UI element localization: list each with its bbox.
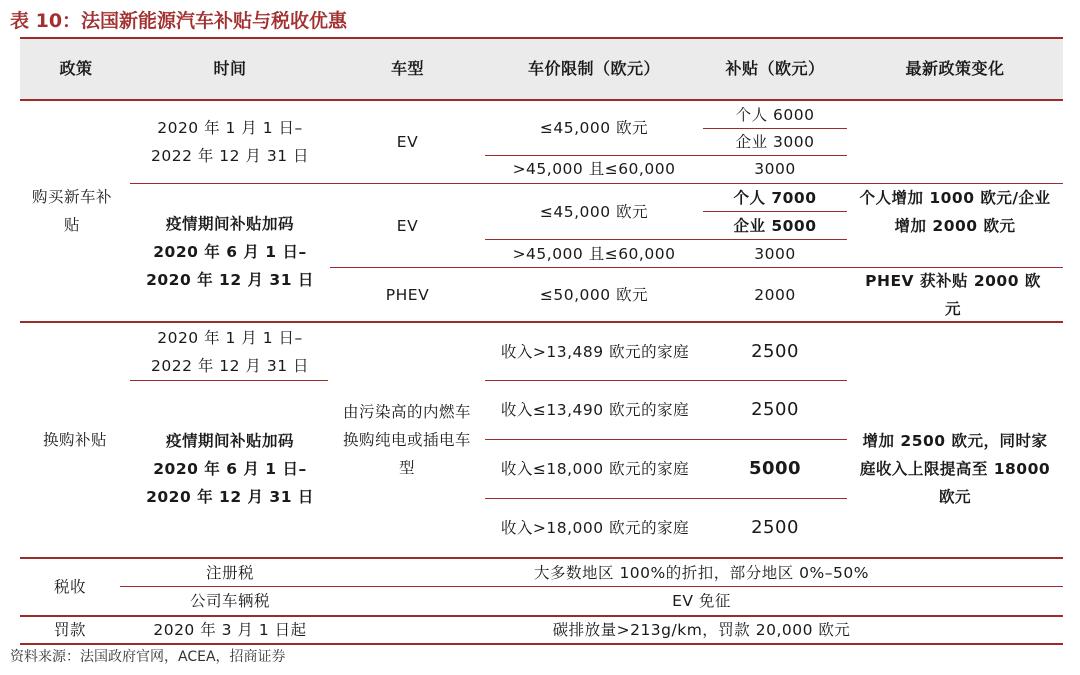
subsidy-cell: 企业 5000 <box>733 216 817 235</box>
policy-exchange: 换购补贴 <box>42 431 107 449</box>
change-cell: PHEV 获补贴 2000 欧元 <box>865 271 1041 318</box>
time-cell: 疫情期间补贴加码 2020 年 6 月 1 日–2020 年 12 月 31 日 <box>146 215 314 289</box>
change-cell: 增加 2500 欧元，同时家庭收入上限提高至 18000 欧元 <box>859 432 1051 506</box>
subsidy-cell: 3000 <box>754 244 796 263</box>
header-price-limit: 车价限制（欧元） <box>527 59 660 78</box>
time-cell: 疫情期间补贴加码 2020 年 6 月 1 日–2020 年 12 月 31 日 <box>146 432 314 506</box>
model-cell: EV <box>396 216 419 235</box>
condition-cell: 收入≤13,490 欧元的家庭 <box>500 401 690 419</box>
model-cell: PHEV <box>385 285 430 304</box>
price-cell: ≤50,000 欧元 <box>539 285 649 304</box>
company-car-tax-label: 公司车辆税 <box>189 592 270 610</box>
subsidy-cell: 个人 6000 <box>735 105 815 124</box>
registration-tax-value: 大多数地区 100%的折扣，部分地区 0%–50% <box>534 563 869 582</box>
company-car-tax-value: EV 免征 <box>672 592 731 610</box>
tax-label: 税收 <box>53 578 86 596</box>
source-note: 资料来源：法国政府官网，ACEA，招商证券 <box>10 649 286 665</box>
header-model: 车型 <box>390 59 424 78</box>
subsidy-cell: 2000 <box>754 285 796 304</box>
subsidy-cell: 5000 <box>748 458 802 479</box>
header-time: 时间 <box>213 59 247 78</box>
subsidy-cell: 3000 <box>754 160 796 178</box>
change-cell: 个人增加 1000 欧元/企业增加 2000 欧元 <box>859 188 1051 235</box>
time-cell: 2020 年 1 月 1 日–2022 年 12 月 31 日 <box>150 119 310 165</box>
condition-cell: 收入>13,489 欧元的家庭 <box>500 342 690 361</box>
header-policy: 政策 <box>59 59 93 78</box>
model-cell: EV <box>396 133 419 151</box>
subsidy-cell: 个人 7000 <box>733 188 817 207</box>
price-cell: ≤45,000 欧元 <box>539 202 649 221</box>
price-cell: ≤45,000 欧元 <box>539 119 649 137</box>
subsidy-cell: 2500 <box>751 517 799 538</box>
subsidy-cell: 2500 <box>751 340 799 362</box>
registration-tax-label: 注册税 <box>205 563 254 582</box>
condition-cell: 收入>18,000 欧元的家庭 <box>500 519 690 537</box>
fine-value: 碳排放量>213g/km，罚款 20,000 欧元 <box>552 621 851 639</box>
table-title: 表 10：法国新能源汽车补贴与税收优惠 <box>10 10 348 32</box>
model-cell: 由污染高的内燃车换购纯电或插电车型 <box>342 403 471 477</box>
condition-cell: 收入≤18,000 欧元的家庭 <box>500 460 690 478</box>
fine-date: 2020 年 3 月 1 日起 <box>153 621 307 639</box>
header-change: 最新政策变化 <box>905 59 1005 78</box>
time-cell: 2020 年 1 月 1 日–2022 年 12 月 31 日 <box>150 328 310 375</box>
subsidy-cell: 2500 <box>751 399 799 420</box>
price-cell: >45,000 且≤60,000 <box>512 244 676 263</box>
subsidy-cell: 企业 3000 <box>735 132 815 151</box>
fine-label: 罚款 <box>53 621 86 639</box>
policy-purchase: 购买新车补贴 <box>32 188 113 234</box>
header-subsidy: 补贴（欧元） <box>725 59 825 78</box>
price-cell: >45,000 且≤60,000 <box>512 160 676 178</box>
